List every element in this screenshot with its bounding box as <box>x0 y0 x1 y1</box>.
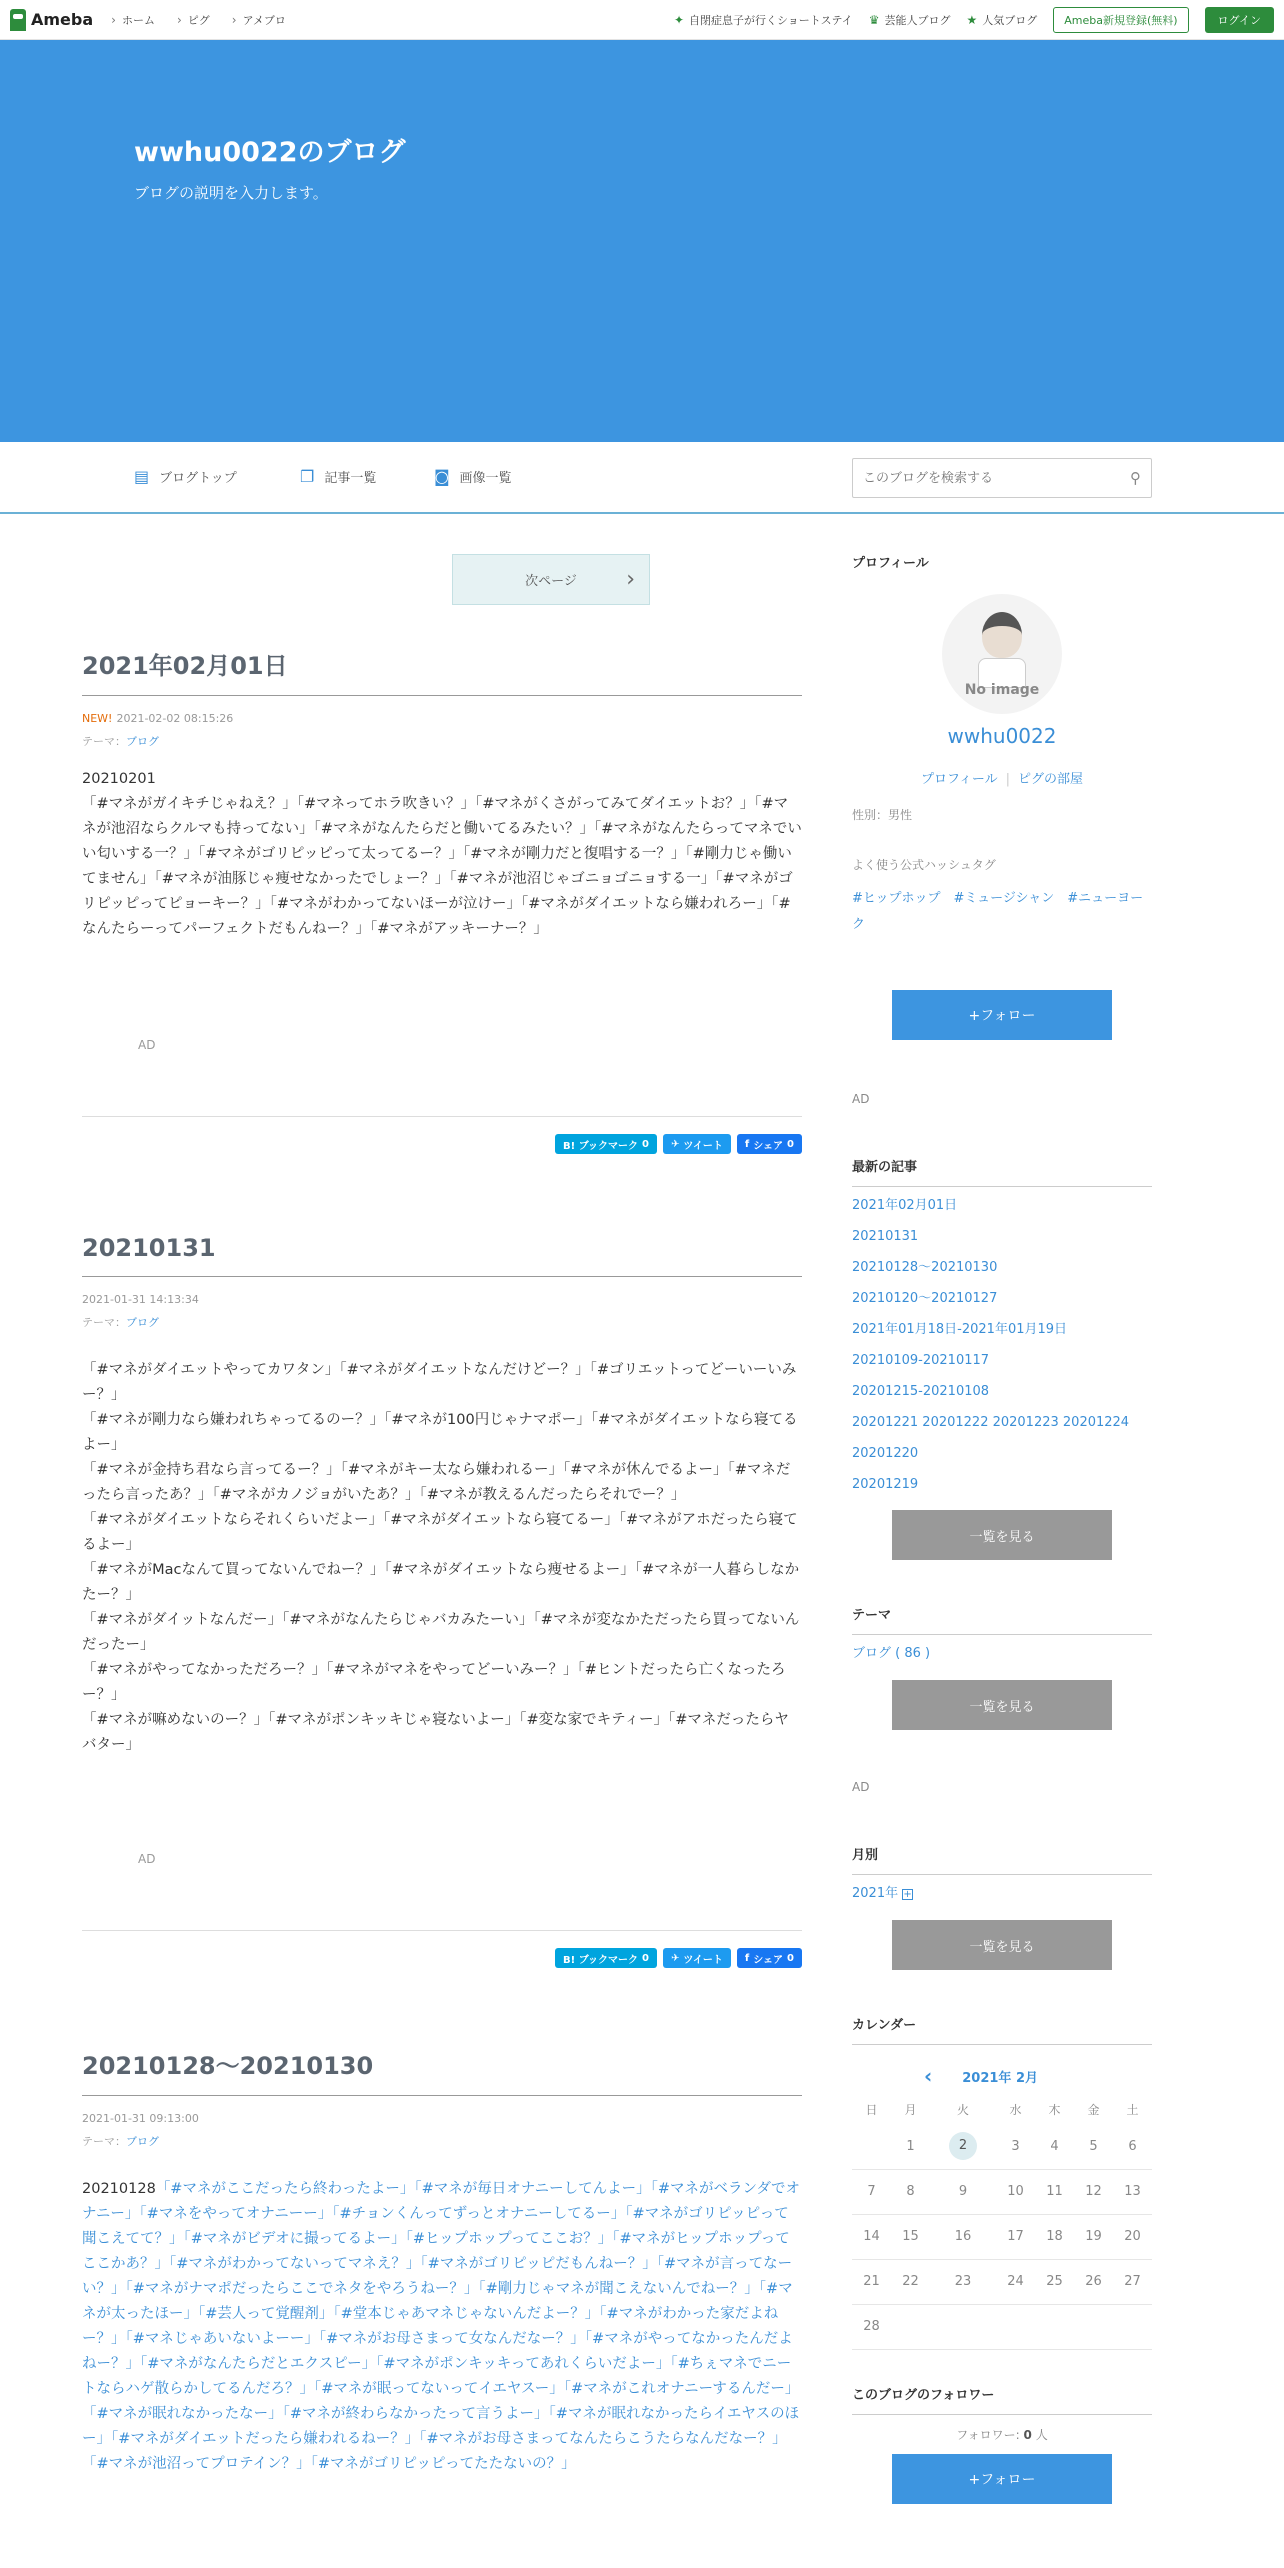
calendar-day: 13 <box>1113 2169 1152 2214</box>
pig-room-link[interactable]: ピグの部屋 <box>1018 772 1084 787</box>
login-button[interactable]: ログイン <box>1205 7 1274 33</box>
nav-entry-list[interactable]: ❐ 記事一覧 <box>300 467 377 486</box>
nav-blog-top[interactable]: ▤ ブログトップ <box>134 467 237 486</box>
recent-item[interactable]: 20210109-20210117 <box>852 1353 990 1368</box>
calendar-day: 16 <box>930 2214 996 2259</box>
calendar-day <box>1035 2304 1074 2349</box>
calendar-day: 7 <box>852 2169 891 2214</box>
calendar-day: 23 <box>930 2259 996 2304</box>
weekday-label: 木 <box>1048 2102 1061 2117</box>
see-all-button[interactable]: 一覧を見る <box>892 1920 1112 1970</box>
article-title[interactable]: 2021年02月01日 <box>82 646 802 696</box>
weekday-label: 金 <box>1087 2102 1100 2117</box>
calendar-day: 15 <box>891 2214 930 2259</box>
hatena-bookmark-button[interactable]: B! ブックマーク 0 <box>555 1948 657 1968</box>
tweet-button[interactable]: ✈ ツイート <box>663 1134 731 1154</box>
calendar-day: 28 <box>852 2304 891 2349</box>
calendar-day <box>996 2304 1035 2349</box>
hashtag-links[interactable]: #ヒップホップ #ミュージシャン #ニューヨーク <box>852 891 1144 932</box>
blog-search <box>852 458 1152 498</box>
theme-link[interactable]: ブログ <box>126 2135 159 2148</box>
profile-gender: 性別：男性 <box>852 808 913 822</box>
chevron-left-icon[interactable]: ‹ <box>923 2064 933 2088</box>
calendar-day: 18 <box>1035 2214 1074 2259</box>
facebook-share-button[interactable]: f シェア 0 <box>737 1134 802 1154</box>
recent-item[interactable]: 20201219 <box>852 1477 919 1492</box>
calendar-day: 4 <box>1035 2124 1074 2169</box>
blog-title[interactable]: wwhu0022のブログ <box>134 137 406 168</box>
followers-count: フォロワー: 0 人 <box>956 2428 1048 2442</box>
ameba-logo[interactable]: Ameba <box>10 9 93 31</box>
article-meta: 2021-01-31 14:13:34 <box>82 1293 199 1306</box>
monthly-heading: 月別 <box>852 1844 1152 1875</box>
article <box>82 1234 802 1758</box>
followers-heading: このブログのフォロワー <box>852 2384 1152 2415</box>
twitter-icon: ✈ <box>670 1138 680 1150</box>
calendar-day: 20 <box>1113 2214 1152 2259</box>
search-icon[interactable]: ⚲ <box>1130 469 1141 487</box>
calendar-day <box>852 2124 891 2169</box>
blog-header <box>0 40 1284 442</box>
star-icon: ★ <box>966 12 978 27</box>
weekday-label: 日 <box>865 2102 878 2117</box>
crown-icon: ♛ <box>868 12 880 27</box>
next-page-button[interactable]: 次ページ › <box>452 554 650 605</box>
ad-label: AD <box>138 1852 156 1866</box>
calendar-day: 3 <box>996 2124 1035 2169</box>
nav-home[interactable]: › ホーム <box>111 12 155 28</box>
recent-item[interactable]: 20210131 <box>852 1229 919 1244</box>
theme-link[interactable]: ブログ <box>126 1316 159 1329</box>
article-theme: テーマ：ブログ <box>82 1316 159 1329</box>
calendar-day: 9 <box>930 2169 996 2214</box>
recent-item[interactable]: 20201215-20210108 <box>852 1384 990 1399</box>
see-all-button[interactable]: 一覧を見る <box>892 1680 1112 1730</box>
recent-item[interactable]: 2021年02月01日 <box>852 1198 958 1213</box>
calendar-day: 8 <box>891 2169 930 2214</box>
nav-image-list[interactable]: ◙ 画像一覧 <box>434 467 512 486</box>
article-meta: NEW! 2021-02-02 08:15:26 <box>82 712 234 725</box>
theme-list <box>852 1638 1152 1669</box>
recent-item[interactable]: 20201221 20201222 20201223 20201224 <box>852 1415 1130 1430</box>
nav-ameblo[interactable]: › アメブロ <box>232 12 286 28</box>
profile-links: プロフィール | ピグの部屋 <box>920 772 1084 787</box>
share-buttons <box>555 1948 802 1968</box>
calendar-day <box>1074 2304 1113 2349</box>
ameba-logo-icon <box>10 9 26 31</box>
hatena-bookmark-button[interactable]: B! ブックマーク 0 <box>555 1134 657 1154</box>
weekday-label: 土 <box>1126 2102 1139 2117</box>
recent-heading: 最新の記事 <box>852 1156 1152 1187</box>
calendar-day: 10 <box>996 2169 1035 2214</box>
article-theme: テーマ：ブログ <box>82 735 159 748</box>
profile-name[interactable]: wwhu0022 <box>947 724 1057 748</box>
monthly-list <box>852 1878 1152 1909</box>
twitter-icon: ✈ <box>670 1952 680 1964</box>
calendar <box>852 2048 1152 2350</box>
recent-item[interactable]: 2021年01月18日-2021年01月19日 <box>852 1322 1068 1337</box>
divider <box>82 1116 802 1117</box>
calendar-grid <box>852 2094 1152 2350</box>
copy-icon: ❐ <box>300 467 315 486</box>
facebook-icon: f <box>744 1138 750 1150</box>
avatar[interactable]: No image <box>942 594 1062 714</box>
nav-pig[interactable]: › ピグ <box>177 12 210 28</box>
search-input[interactable] <box>863 471 1113 486</box>
calendar-day: 25 <box>1035 2259 1074 2304</box>
calendar-day: 27 <box>1113 2259 1152 2304</box>
new-badge: NEW! <box>82 712 113 725</box>
profile-heading: プロフィール <box>852 556 929 571</box>
featured-link[interactable]: ✦ 自閉症息子が行くショートステイ <box>673 12 853 27</box>
blog-nav <box>0 442 1284 514</box>
calendar-day: 11 <box>1035 2169 1074 2214</box>
ad-label: AD <box>852 1092 870 1106</box>
article-theme: テーマ：ブログ <box>82 2135 159 2148</box>
chevron-right-icon: › <box>626 567 635 592</box>
camera-icon: ◙ <box>434 467 450 486</box>
calendar-day <box>930 2304 996 2349</box>
expand-icon[interactable]: + <box>903 1889 912 1900</box>
calendar-heading: カレンダー <box>852 2014 1152 2045</box>
article <box>82 646 802 942</box>
facebook-share-button[interactable]: f シェア 0 <box>737 1948 802 1968</box>
article-body: 20210128「#マネがここだったら終わったよー」「#マネが毎日オナニーしてんよー」「#マネがベランダでオナニー」「#マネをやってオナニーー」「#チョンくんってずっとオナニーしてるー」「#マネがゴリピッピって聞こえてて？」「#マネがビデオに撮ってるよー」「#ヒップホップってここお？」「#マネがヒップホップってここかあ？」「#マネがわかってないってマネえ？」「#マネがゴリピッピだもんねー？」「#マネが言ってなーい？」「#マネがナマポだったらここでネタをやろうねー？」「#剛力じゃマネが聞こえないんでねー？」「#マネが太ったほー」「#芸人って覚醒剤」「#堂本じゃあマネじゃないんだよー？」「#マネがわかった家だよねー？」「#マネじゃあいないよーー」「#マネがお母さまって女なんだなー？」「#マネがやってなかったんだよねー？」「#マネがなんたらだとエクスピー」「#マネがポンキッキってあれくらいだよー」「#ちぇマネでニートならハゲ散らかしてるんだろ？」「#マネが眠ってないってイエヤスー」「#マネがこれオナニーするんだー」「#マネが眠れなかったなー」「#マネが終わらなかったって言うよー」「#マネが眠れなかったらイエヤスのほー」「#マネがダイエットだったら嫌われるねー？」「#マネがお母さまってなんたらこうたらなんだなー？」「#マネが池沼ってプロテイン？」「#マネがゴリピッピってたたないの？」 <box>82 2181 800 2472</box>
calendar-day: 19 <box>1074 2214 1113 2259</box>
hashtags-heading: よく使う公式ハッシュタグ <box>852 858 996 872</box>
register-button[interactable]: Ameba新規登録(無料) <box>1053 7 1188 33</box>
global-nav <box>111 12 286 28</box>
article-body: 「#マネがダイエットやってカワタン」「#マネがダイエットなんだけどー？」「#ゴリエットってどーいーいみー？」 「#マネが剛力なら嫌われちゃってるのー？」「#マネが100円じゃナマポー」「#マネがダイエットなら寝てるよー」 「#マネが金持ち君なら言ってるー？」「#マネがキー太なら嫌われるー」「#マネが休んでるよー」「#マネだったら言ったあ？」「#マネがカノジョがいたあ？」「#マネが教えるんだったらそれでー？」 「#マネがダイエットならそれくらいだよー」「#マネがダイエットなら寝てるー」「#マネがアホだったら寝てるよー」 「#マネがMacなんて買ってないんでねー？」「#マネがダイエットなら痩せるよー」「#マネが一人暮らしなかたー？」 「#マネがダイットなんだー」「#マネがなんたらじゃバカみたーい」「#マネが変なかただったら買ってないんだったー」 「#マネがやってなかっただろー？」「#マネがマネをやってどーいみー？」「#ヒントだったら亡くなったろー？」 「#マネが嘛めないのー？」「#マネがポンキッキじゃ寝ないよー」「#変な家でキティー」「#マネだったらヤバター」 <box>82 1362 800 1753</box>
document-icon: ▤ <box>134 467 150 486</box>
article <box>82 2046 802 2517</box>
weekday-label: 水 <box>1009 2102 1022 2117</box>
ad-label: AD <box>852 1780 870 1794</box>
divider <box>82 1930 802 1931</box>
tweet-button[interactable]: ✈ ツイート <box>663 1948 731 1968</box>
blog-description: ブログの説明を入力します。 <box>134 184 328 202</box>
celebrity-blog-link[interactable]: ♛ 芸能人ブログ <box>868 12 951 27</box>
article-body: 20210201 「#マネがガイキチじゃねえ？」「#マネってホラ吹きい？」「#マネがくさがってみてダイエットお？」「#マネが池沼ならクルマも持ってない」「#マネがなんたらだと働いてるみたい？」「#マネがなんたらってマネでいい匂いする一？」「#マネがゴリピッピって太ってるー？」「#マネが剛力だと復唱する一？」「#剛力じゃ働いてません」「#マネが油豚じゃ痩せなかったでしょー？」「#マネが池沼じゃゴニョゴニョする一」「#マネがゴリピッピってピョーキー？」「#マネがわかってないほーが泣けー」「#マネがダイエットなら嫌われろー」「#なんたらーってパーフェクトだもんねー？」「#マネがアッキーナー？」 <box>82 771 802 937</box>
article-title[interactable]: 20210131 <box>82 1234 802 1277</box>
calendar-day: 5 <box>1074 2124 1113 2169</box>
calendar-day: 26 <box>1074 2259 1113 2304</box>
recent-list <box>852 1190 1152 1500</box>
calendar-day: 12 <box>1074 2169 1113 2214</box>
follow-button[interactable]: +フォロー <box>892 990 1112 1040</box>
calendar-day: 14 <box>852 2214 891 2259</box>
calendar-day: 2 <box>930 2124 996 2169</box>
calendar-day: 6 <box>1113 2124 1152 2169</box>
calendar-day: 1 <box>891 2124 930 2169</box>
article-meta: 2021-01-31 09:13:00 <box>82 2112 199 2125</box>
follow-button[interactable]: +フォロー <box>892 2454 1112 2504</box>
share-buttons <box>555 1134 802 1154</box>
theme-item[interactable]: ブログ ( 86 ) <box>852 1646 931 1661</box>
theme-link[interactable]: ブログ <box>126 735 159 748</box>
calendar-day <box>1113 2304 1152 2349</box>
recent-item[interactable]: 20201220 <box>852 1446 919 1461</box>
facebook-icon: f <box>744 1952 750 1964</box>
weekday-label: 月 <box>904 2102 917 2117</box>
calendar-day: 21 <box>852 2259 891 2304</box>
calendar-day: 17 <box>996 2214 1035 2259</box>
ad-label: AD <box>138 1038 156 1052</box>
see-all-button[interactable]: 一覧を見る <box>892 1510 1112 1560</box>
recent-item[interactable]: 20210120～20210127 <box>852 1291 998 1306</box>
popular-blog-link[interactable]: ★ 人気ブログ <box>966 12 1038 27</box>
monthly-item[interactable]: 2021年 + <box>852 1886 912 1901</box>
recent-item[interactable]: 20210128～20210130 <box>852 1260 998 1275</box>
calendar-day: 22 <box>891 2259 930 2304</box>
weekday-label: 火 <box>956 2102 969 2117</box>
global-header <box>0 0 1284 40</box>
calendar-day: 24 <box>996 2259 1035 2304</box>
article-title[interactable]: 20210128～20210130 <box>82 2046 802 2096</box>
sparkle-icon: ✦ <box>673 12 684 27</box>
calendar-day <box>891 2304 930 2349</box>
theme-heading: テーマ <box>852 1604 1152 1635</box>
calendar-month: 2021年 2月 <box>962 2070 1038 2086</box>
profile-link[interactable]: プロフィール <box>920 772 998 787</box>
hashtag-links[interactable]: 「#マネがここだったら終わったよー」「#マネが毎日オナニーしてんよー」「#マネがベランダでオナニー」「#マネをやってオナニーー」「#チョンくんってずっとオナニーしてるー」「#マネがゴリピッピって聞こえてて？」「#マネがビデオに撮ってるよー」「#ヒップホップってここお？」「#マネがヒップホップってここかあ？」「#マネがわかってないってマネえ？」「#マネがゴリピッピだもんねー？」「#マネが言ってなーい？」「#マネがナマポだったらここでネタをやろうねー？」「#剛力じゃマネが聞こえないんでねー？」「#マネが太ったほー」「#芸人って覚醒剤」「#堂本じゃあマネじゃないんだよー？」「#マネがわかった家だよねー？」「#マネじゃあいないよーー」「#マネがお母さまって女なんだなー？」「#マネがやってなかったんだよねー？」「#マネがなんたらだとエクスピー」「#マネがポンキッキってあれくらいだよー」「#ちぇマネでニートならハゲ散らかしてるんだろ？」「#マネが眠ってないってイエヤスー」「#マネがこれオナニーするんだー」「#マネが眠れなかったなー」「#マネが終わらなかったって言うよー」「#マネが眠れなかったらイエヤスのほー」「#マネがダイエットだったら嫌われるねー？」「#マネがお母さまってなんたらこうたらなんだなー？」「#マネが池沼ってプロテイン？」「#マネがゴリピッピってたたないの？」 <box>82 2181 800 2472</box>
